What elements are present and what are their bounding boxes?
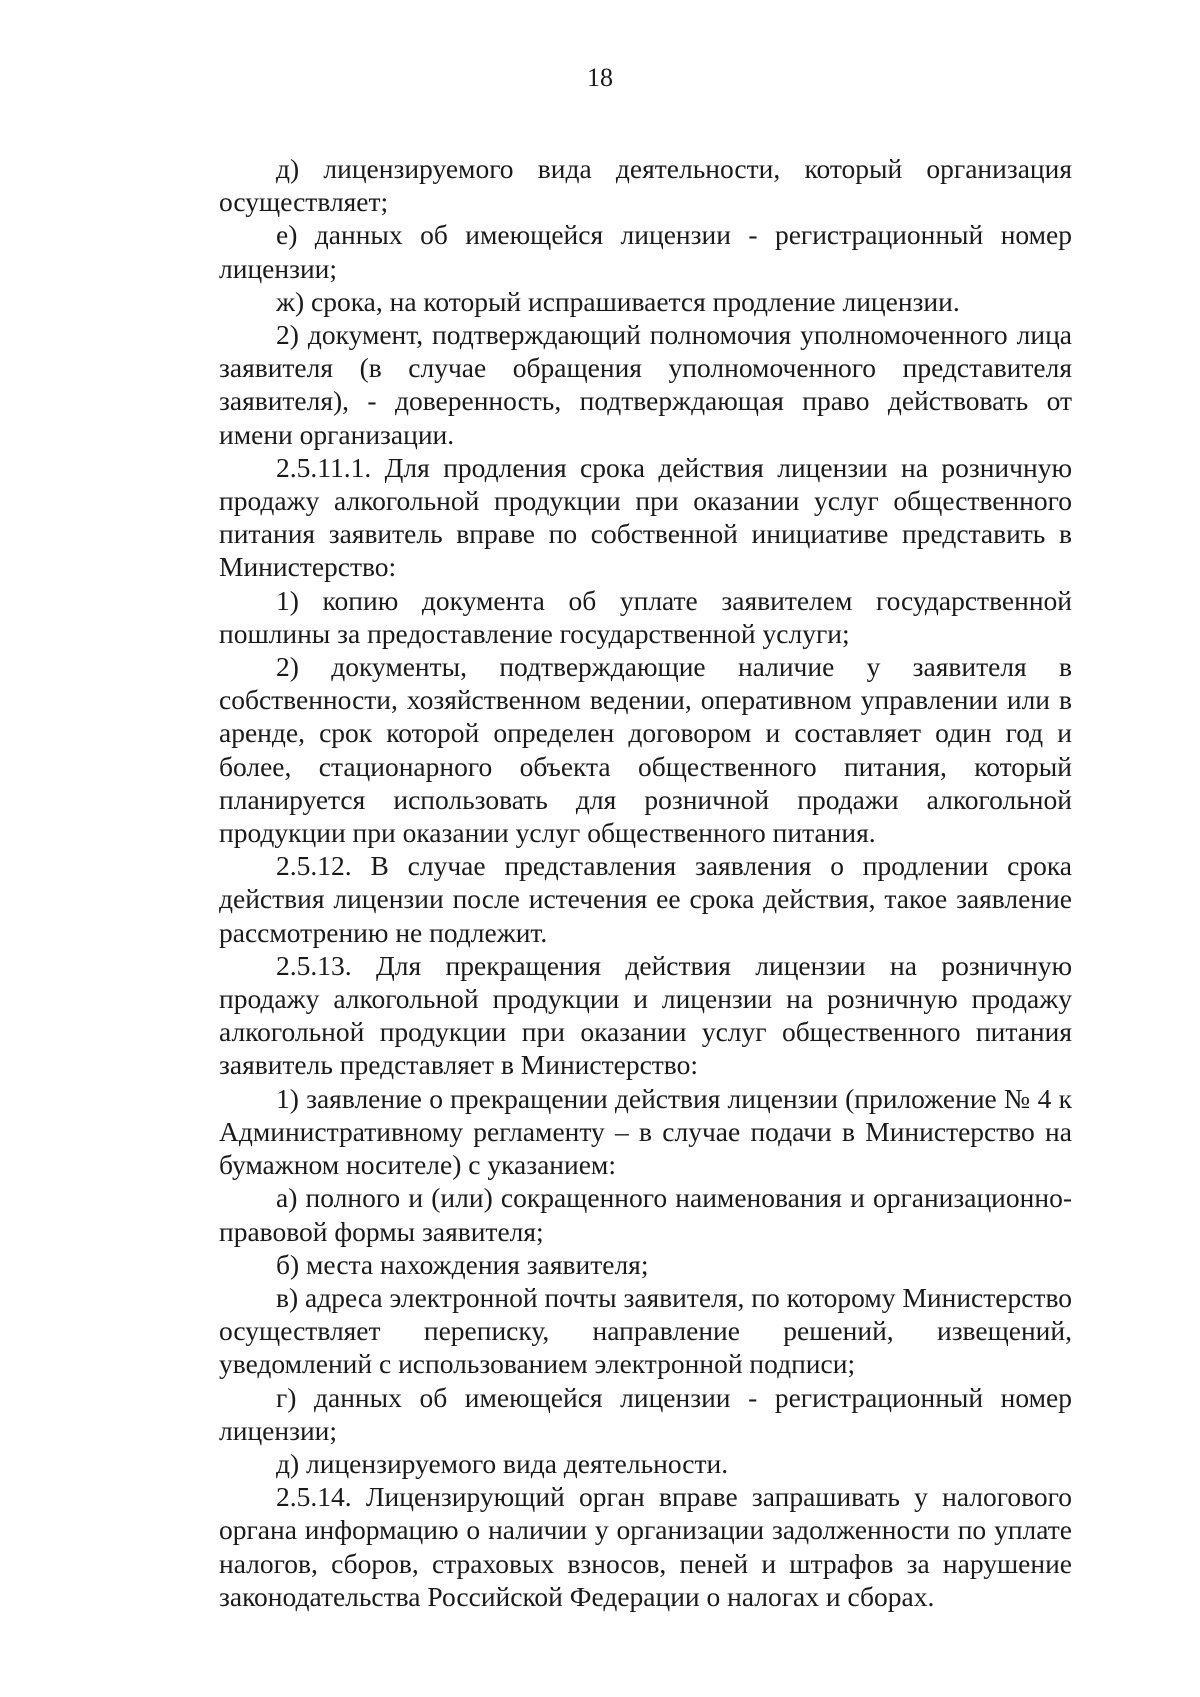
paragraph-16: 2.5.14. Лицензирующий орган вправе запрашивать у налогового органа информацию о наличии у организации задолженности по уплате налогов, сборов, страховых взносов, пеней и штрафов за нарушение законодательства Российской Федерации о налогах и сборах. [219,1481,1072,1612]
page-number: 18 [587,63,613,92]
paragraph-13: в) адреса электронной почты заявителя, по которому Министерство осуществляет переписку, направление решений, извещений, уведомлений с использованием электронной подписи; [219,1281,1072,1380]
paragraph-2: е) данных об имеющейся лицензии - регистрационный номер лицензии; [219,219,1072,284]
document-body [219,152,1072,1613]
paragraph-4: 2) документ, подтверждающий полномочия уполномоченного лица заявителя (в случае обращения уполномоченного представителя заявителя), - доверенность, подтверждающая право действовать от имени организации. [219,319,1072,450]
paragraph-6: 1) копию документа об уплате заявителем государственной пошлины за предоставление государственной услуги; [219,584,1072,649]
paragraph-12: б) места нахождения заявителя; [276,1248,649,1280]
paragraph-7: 2) документы, подтверждающие наличие у заявителя в собственности, хозяйственном ведении, оперативном управлении или в аренде, срок которой определен договором и составляет один год и более, стационарного объекта общественного питания, который планируется использовать для розничной продажи алкогольной продукции при оказании услуг общественного питания. [219,651,1072,849]
paragraph-1: д) лицензируемого вида деятельности, который организация осуществляет; [219,153,1072,218]
paragraph-5: 2.5.11.1. Для продления срока действия лицензии на розничную продажу алкогольной продукции при оказании услуг общественного питания заявитель вправе по собственной инициативе представить в Министерство: [219,451,1072,583]
paragraph-10: 1) заявление о прекращении действия лицензии (приложение № 4 к Административному регламенту – в случае подачи в Министерство на бумажном носителе) с указанием: [219,1082,1072,1181]
paragraph-3: ж) срока, на который испрашивается продление лицензии. [276,285,960,317]
paragraph-8: 2.5.12. В случае представления заявления о продлении срока действия лицензии после истечения ее срока действия, такое заявление рассмотрению не подлежит. [219,850,1072,948]
paragraph-9: 2.5.13. Для прекращения действия лицензии на розничную продажу алкогольной продукции и лицензии на розничную продажу алкогольной продукции при оказании услуг общественного питания заявитель представляет в Министерство: [219,949,1072,1081]
paragraph-14: г) данных об имеющейся лицензии - регистрационный номер лицензии; [219,1381,1072,1446]
paragraph-15: д) лицензируемого вида деятельности. [276,1447,729,1479]
paragraph-11: а) полного и (или) сокращенного наименования и организационно-правовой формы заявителя; [219,1182,1072,1247]
